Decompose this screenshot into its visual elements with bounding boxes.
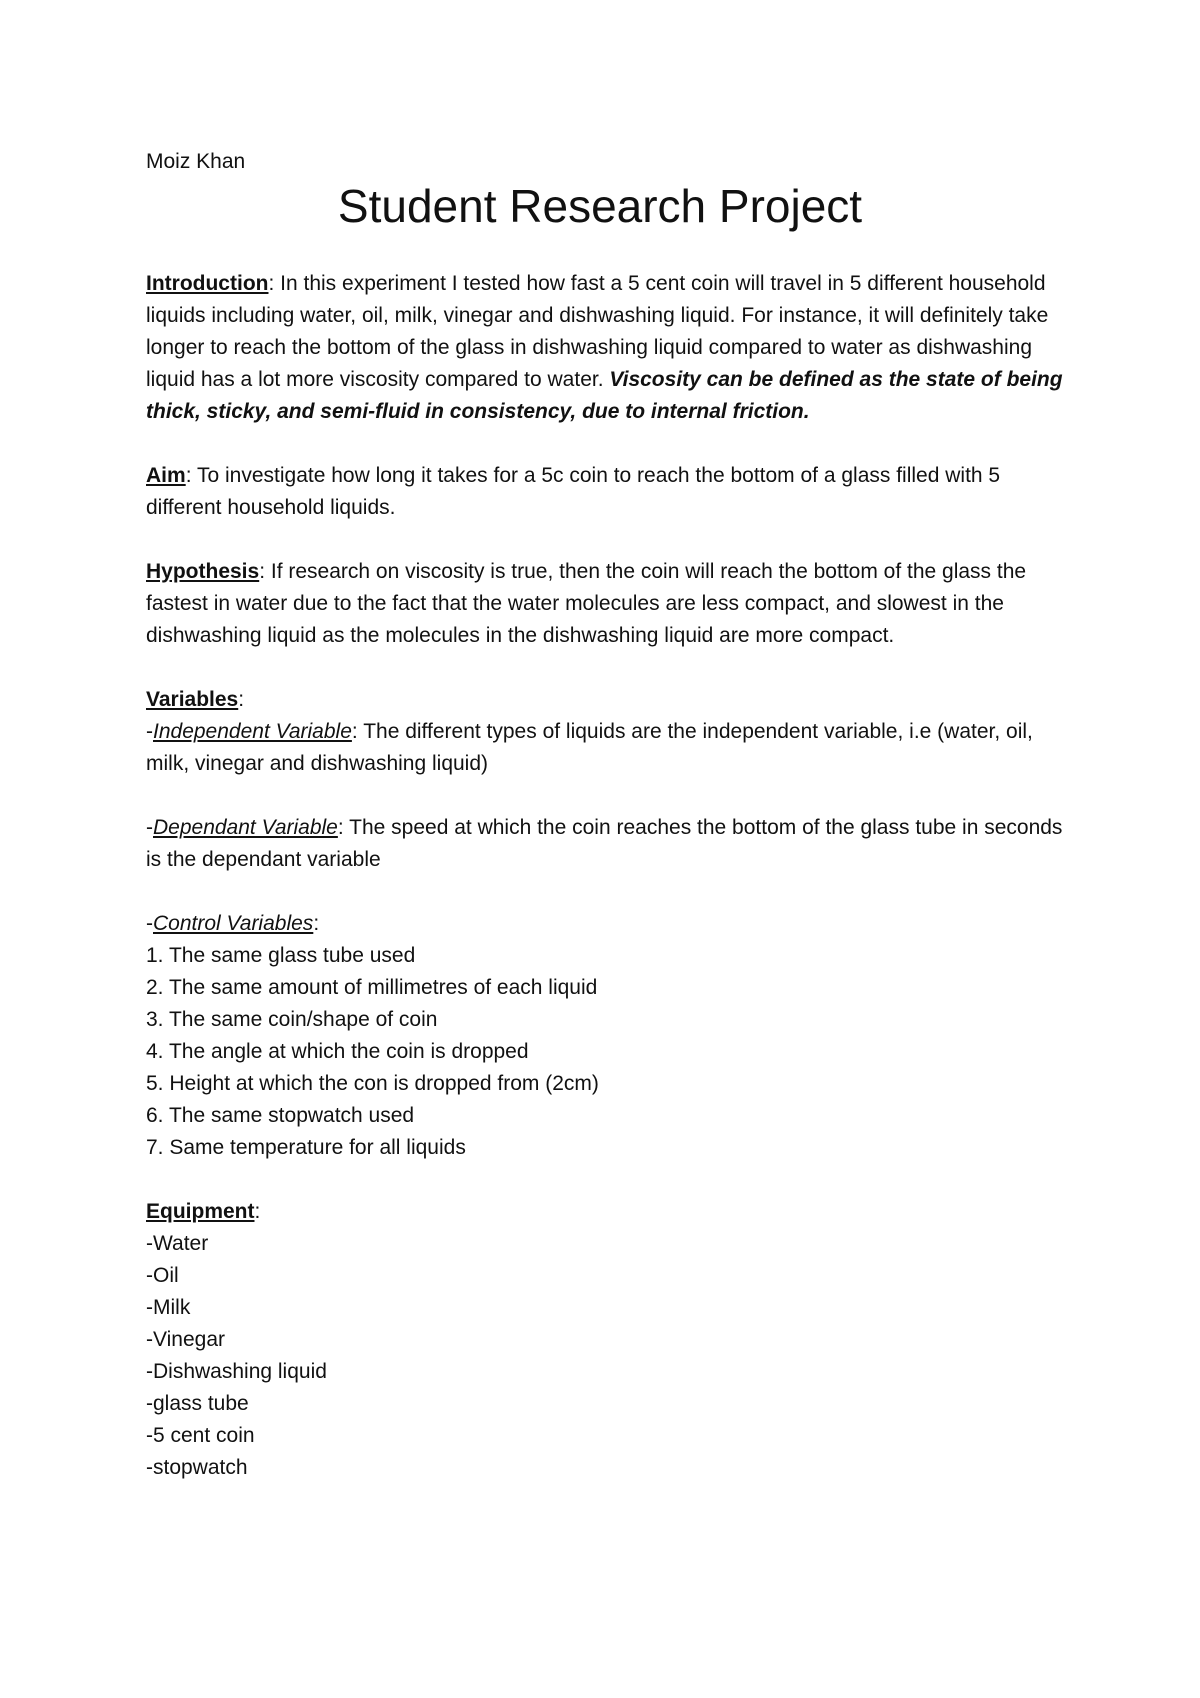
list-item: 2. The same amount of millimetres of each liquid <box>146 976 598 999</box>
document-body <box>146 268 1076 1484</box>
list-item: -5 cent coin <box>146 1424 255 1447</box>
list-item: -stopwatch <box>146 1456 248 1479</box>
list-item: 5. Height at which the con is dropped from (2cm) <box>146 1072 599 1095</box>
list-item: 3. The same coin/shape of coin <box>146 1008 438 1031</box>
equipment-heading: Equipment <box>146 1200 255 1223</box>
independent-variable-paragraph: -Independent Variable: The different types of liquids are the independent variable, i.e (water, oil, milk, vinegar and dishwashing liquid) <box>146 720 1033 775</box>
list-item: -Dishwashing liquid <box>146 1360 327 1383</box>
equipment-list <box>146 1228 1076 1484</box>
list-item: 7. Same temperature for all liquids <box>146 1136 466 1159</box>
hypothesis-heading: Hypothesis <box>146 560 260 583</box>
list-item: -Water <box>146 1232 209 1255</box>
control-variables-list <box>146 940 1076 1164</box>
dependant-variable-text: The speed at which the coin reaches the bottom of the glass tube in seconds is the dependant variable <box>146 816 1063 871</box>
control-variables-heading-line: -Control Variables: <box>146 912 320 935</box>
aim-heading: Aim <box>146 464 186 487</box>
list-item: -glass tube <box>146 1392 249 1415</box>
introduction-definition: Viscosity can be defined as the state of being thick, sticky, and semi-fluid in consistency, due to internal friction. <box>146 368 1063 423</box>
variables-heading-line: Variables: <box>146 688 245 711</box>
variables-heading: Variables <box>146 688 239 711</box>
dependant-variable-paragraph: -Dependant Variable: The speed at which the coin reaches the bottom of the glass tube in seconds is the dependant variable <box>146 816 1063 871</box>
introduction-heading: Introduction <box>146 272 269 295</box>
dependant-variable-label: Dependant Variable <box>153 816 338 839</box>
list-item: 1. The same glass tube used <box>146 944 416 967</box>
aim-paragraph: Aim: To investigate how long it takes for a 5c coin to reach the bottom of a glass filled with 5 different household liquids. <box>146 464 1001 519</box>
list-item: -Vinegar <box>146 1328 225 1351</box>
control-variables-label: Control Variables <box>153 912 314 935</box>
introduction-text: In this experiment I tested how fast a 5 cent coin will travel in 5 different household liquids including water, oil, milk, vinegar and dishwashing liquid. For instance, it will definitely take longer to reach the bottom of the glass in dishwashing liquid compared to water as dishwashing liquid has a lot more viscosity compared to water. <box>146 272 1049 391</box>
independent-variable-text: The different types of liquids are the independent variable, i.e (water, oil, milk, vinegar and dishwashing liquid) <box>146 720 1033 775</box>
page-title: Student Research Project <box>337 180 863 232</box>
list-item: -Milk <box>146 1296 191 1319</box>
independent-variable-label: Independent Variable <box>153 720 352 743</box>
introduction-paragraph: Introduction: In this experiment I tested how fast a 5 cent coin will travel in 5 different household liquids including water, oil, milk, vinegar and dishwashing liquid. For instance, it will definitely take longer to reach the bottom of the glass in dishwashing liquid compared to water as dishwashing liquid has a lot more viscosity compared to water. Viscosity can be defined as the state of being thick, sticky, and semi-fluid in consistency, due to internal friction. <box>146 272 1063 423</box>
list-item: 4. The angle at which the coin is dropped <box>146 1040 529 1063</box>
hypothesis-paragraph: Hypothesis: If research on viscosity is true, then the coin will reach the bottom of the glass the fastest in water due to the fact that the water molecules are less compact, and slowest in the dishwashing liquid as the molecules in the dishwashing liquid are more compact. <box>146 560 1027 647</box>
list-item: -Oil <box>146 1264 179 1287</box>
aim-text: To investigate how long it takes for a 5c coin to reach the bottom of a glass filled with 5 different household liquids. <box>146 464 1001 519</box>
list-item: 6. The same stopwatch used <box>146 1104 415 1127</box>
author-name: Moiz Khan <box>146 150 246 173</box>
hypothesis-text: If research on viscosity is true, then the coin will reach the bottom of the glass the fastest in water due to the fact that the water molecules are less compact, and slowest in the dishwashing liquid as the molecules in the dishwashing liquid are more compact. <box>146 560 1027 647</box>
equipment-heading-line: Equipment: <box>146 1200 261 1223</box>
